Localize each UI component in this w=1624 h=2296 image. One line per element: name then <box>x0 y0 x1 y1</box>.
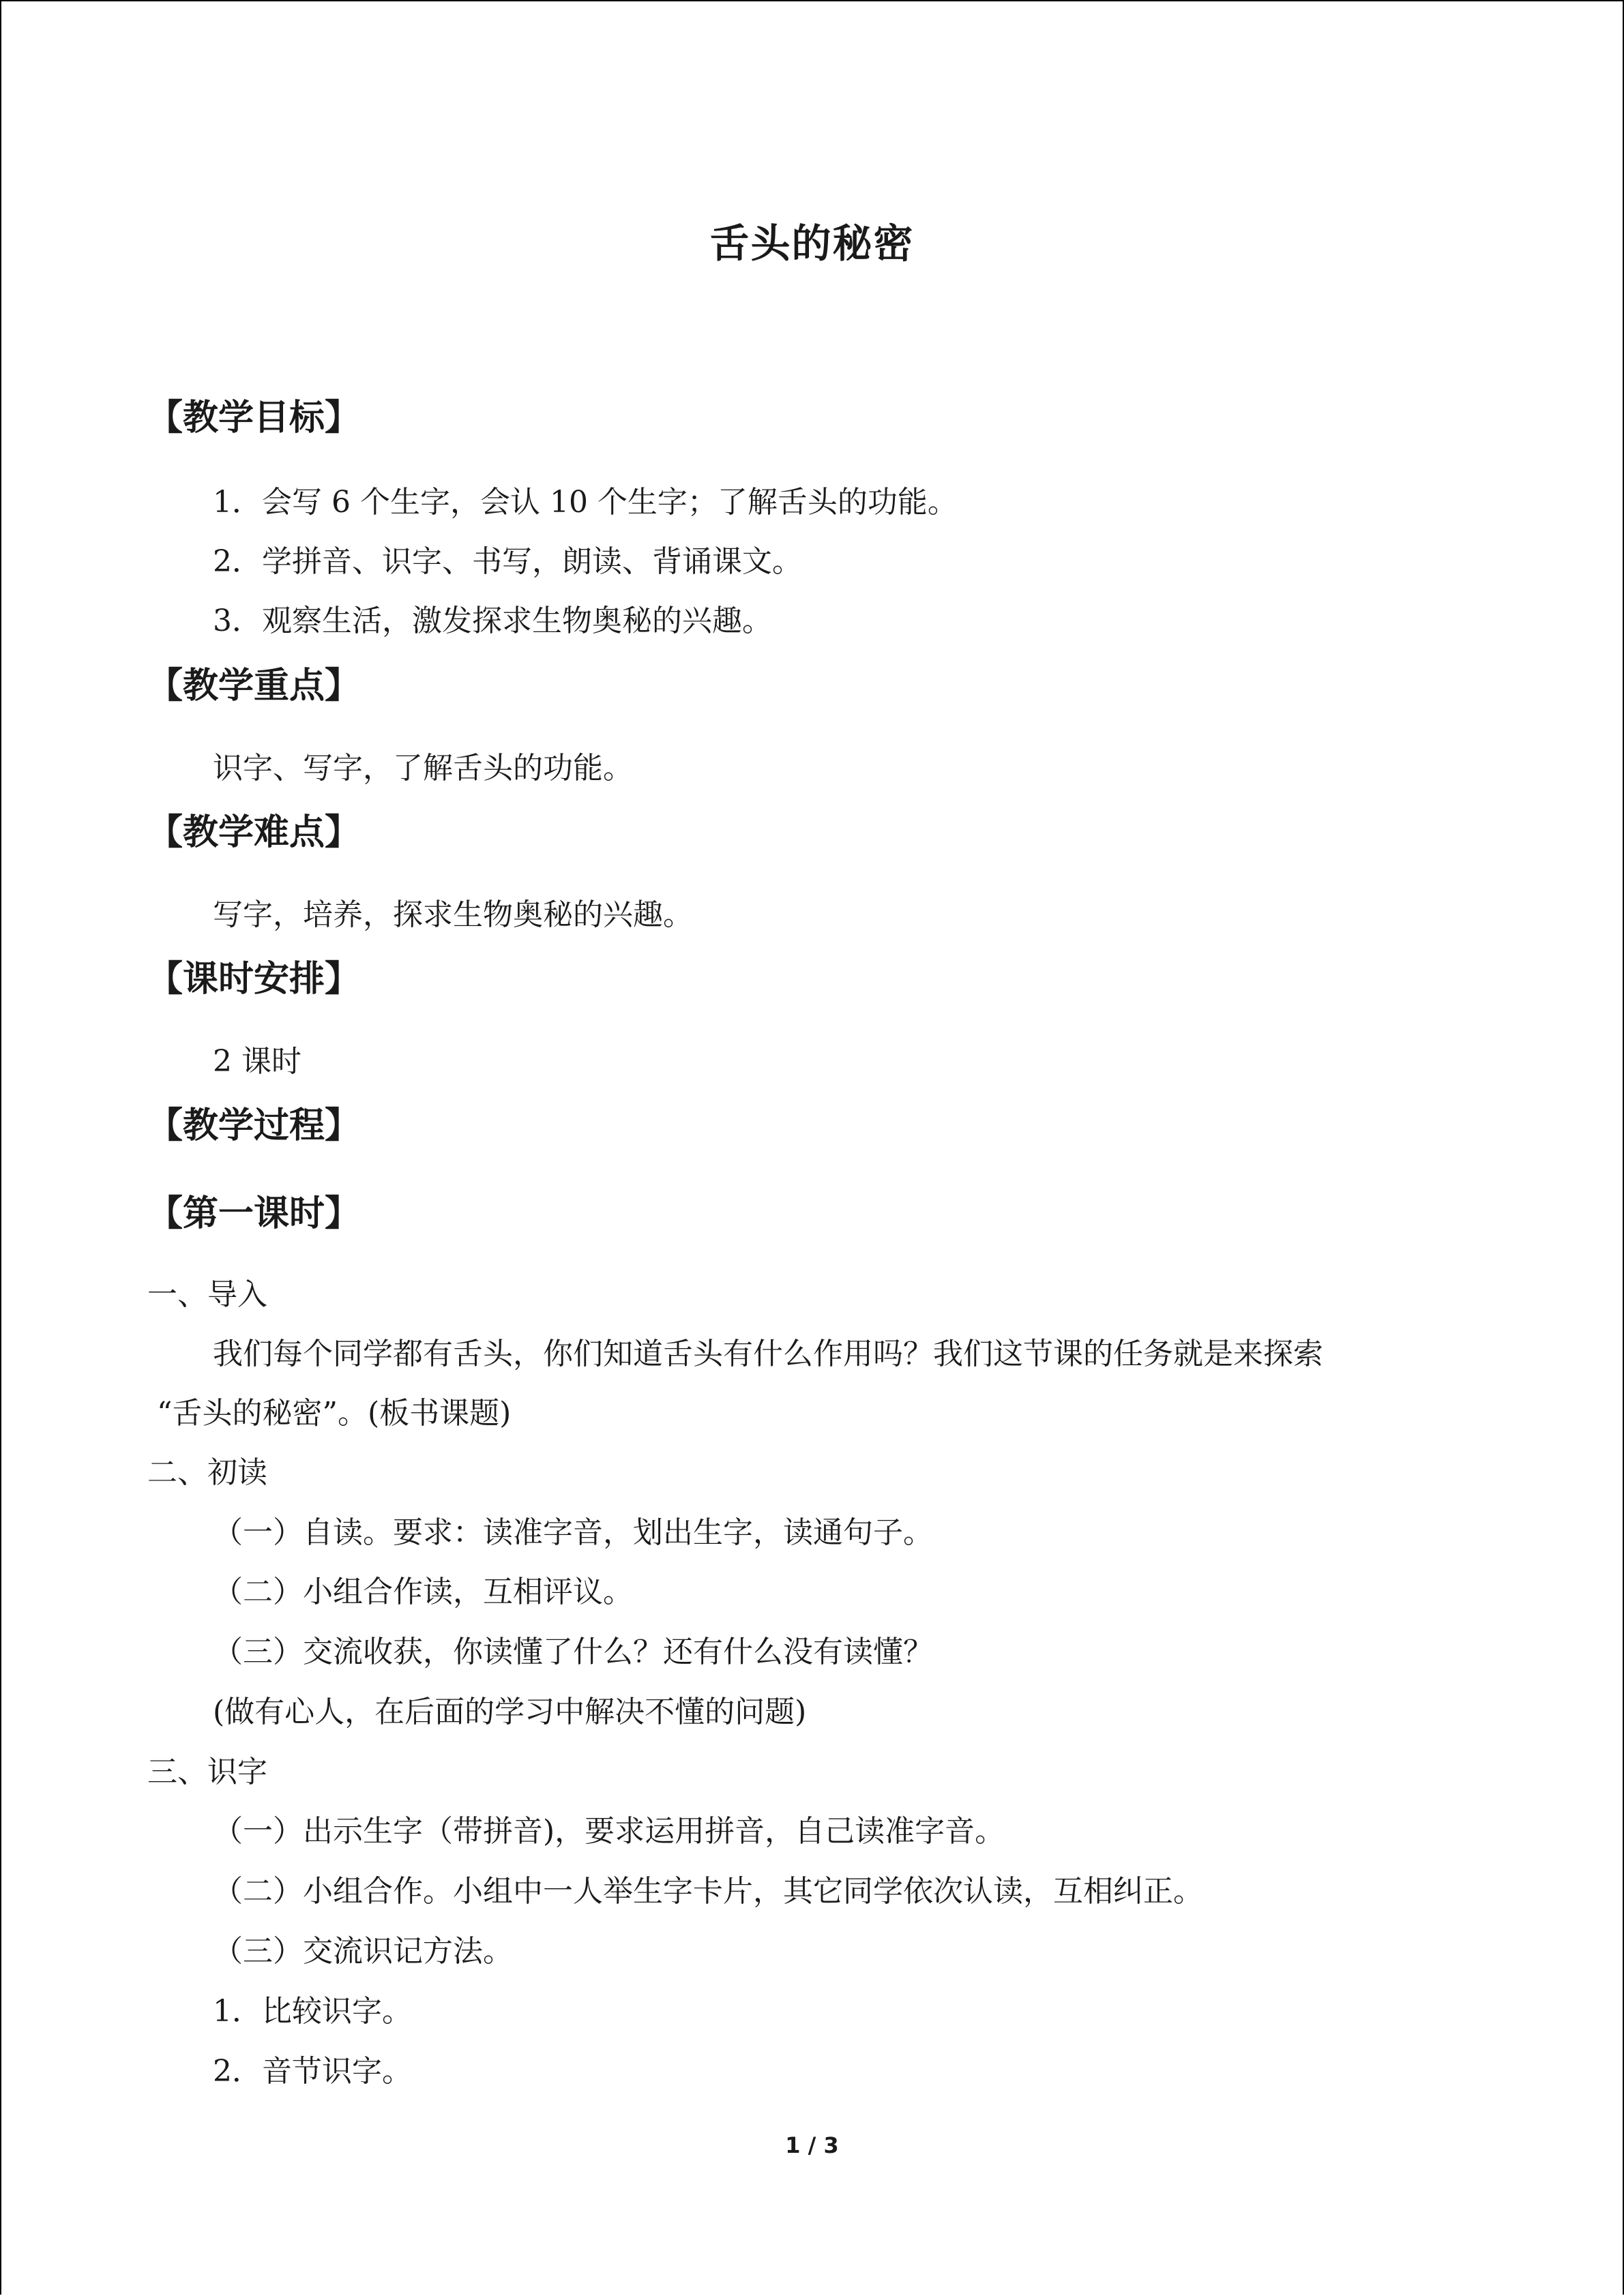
first-reading-item-1: （一）自读。要求：读准字音，划出生字，读通句子。 <box>213 1515 933 1550</box>
intro-heading: 一、导入 <box>147 1277 267 1312</box>
literacy-item-2: （二）小组合作。小组中一人举生字卡片，其它同学依次认读，互相纠正。 <box>213 1874 1203 1909</box>
heading-process: 【教学过程】 <box>147 1105 361 1146</box>
heading-difficulties: 【教学难点】 <box>147 812 361 853</box>
heading-lesson-one: 【第一课时】 <box>147 1193 361 1234</box>
first-reading-item-2: （二）小组合作读，互相评议。 <box>213 1575 633 1609</box>
objective-item-1: 1．会写 6 个生字，会认 10 个生字；了解舌头的功能。 <box>213 485 958 520</box>
objective-item-2: 2．学拼音、识字、书写，朗读、背诵课文。 <box>213 544 802 579</box>
intro-paragraph-line-2: “舌头的秘密”。(板书课题) <box>157 1396 512 1431</box>
literacy-heading: 三、识字 <box>147 1755 267 1789</box>
document-title: 舌头的秘密 <box>709 220 915 267</box>
objective-item-3: 3．观察生活，激发探求生物奥秘的兴趣。 <box>213 603 772 638</box>
key-points-text: 识字、写字，了解舌头的功能。 <box>213 751 633 786</box>
schedule-text: 2 课时 <box>213 1044 301 1079</box>
first-reading-item-3: （三）交流收获，你读懂了什么？还有什么没有读懂？ <box>213 1635 933 1669</box>
literacy-subitem-1: 1．比较识字。 <box>213 1994 412 2029</box>
heading-schedule: 【课时安排】 <box>147 959 361 1000</box>
first-reading-heading: 二、初读 <box>147 1455 267 1490</box>
literacy-item-1: （一）出示生字（带拼音)，要求运用拼音，自己读准字音。 <box>213 1814 1005 1849</box>
heading-key-points: 【教学重点】 <box>147 666 361 706</box>
literacy-subitem-2: 2．音节识字。 <box>213 2054 412 2089</box>
first-reading-note: (做有心人，在后面的学习中解决不懂的问题) <box>213 1695 807 1729</box>
page-number: 1 / 3 <box>785 2132 839 2158</box>
difficulties-text: 写字，培养，探求生物奥秘的兴趣。 <box>213 897 693 932</box>
intro-paragraph-line-1: 我们每个同学都有舌头，你们知道舌头有什么作用吗？我们这节课的任务就是来探索 <box>213 1337 1323 1371</box>
literacy-item-3: （三）交流识记方法。 <box>213 1934 513 1969</box>
heading-objectives: 【教学目标】 <box>147 398 361 438</box>
